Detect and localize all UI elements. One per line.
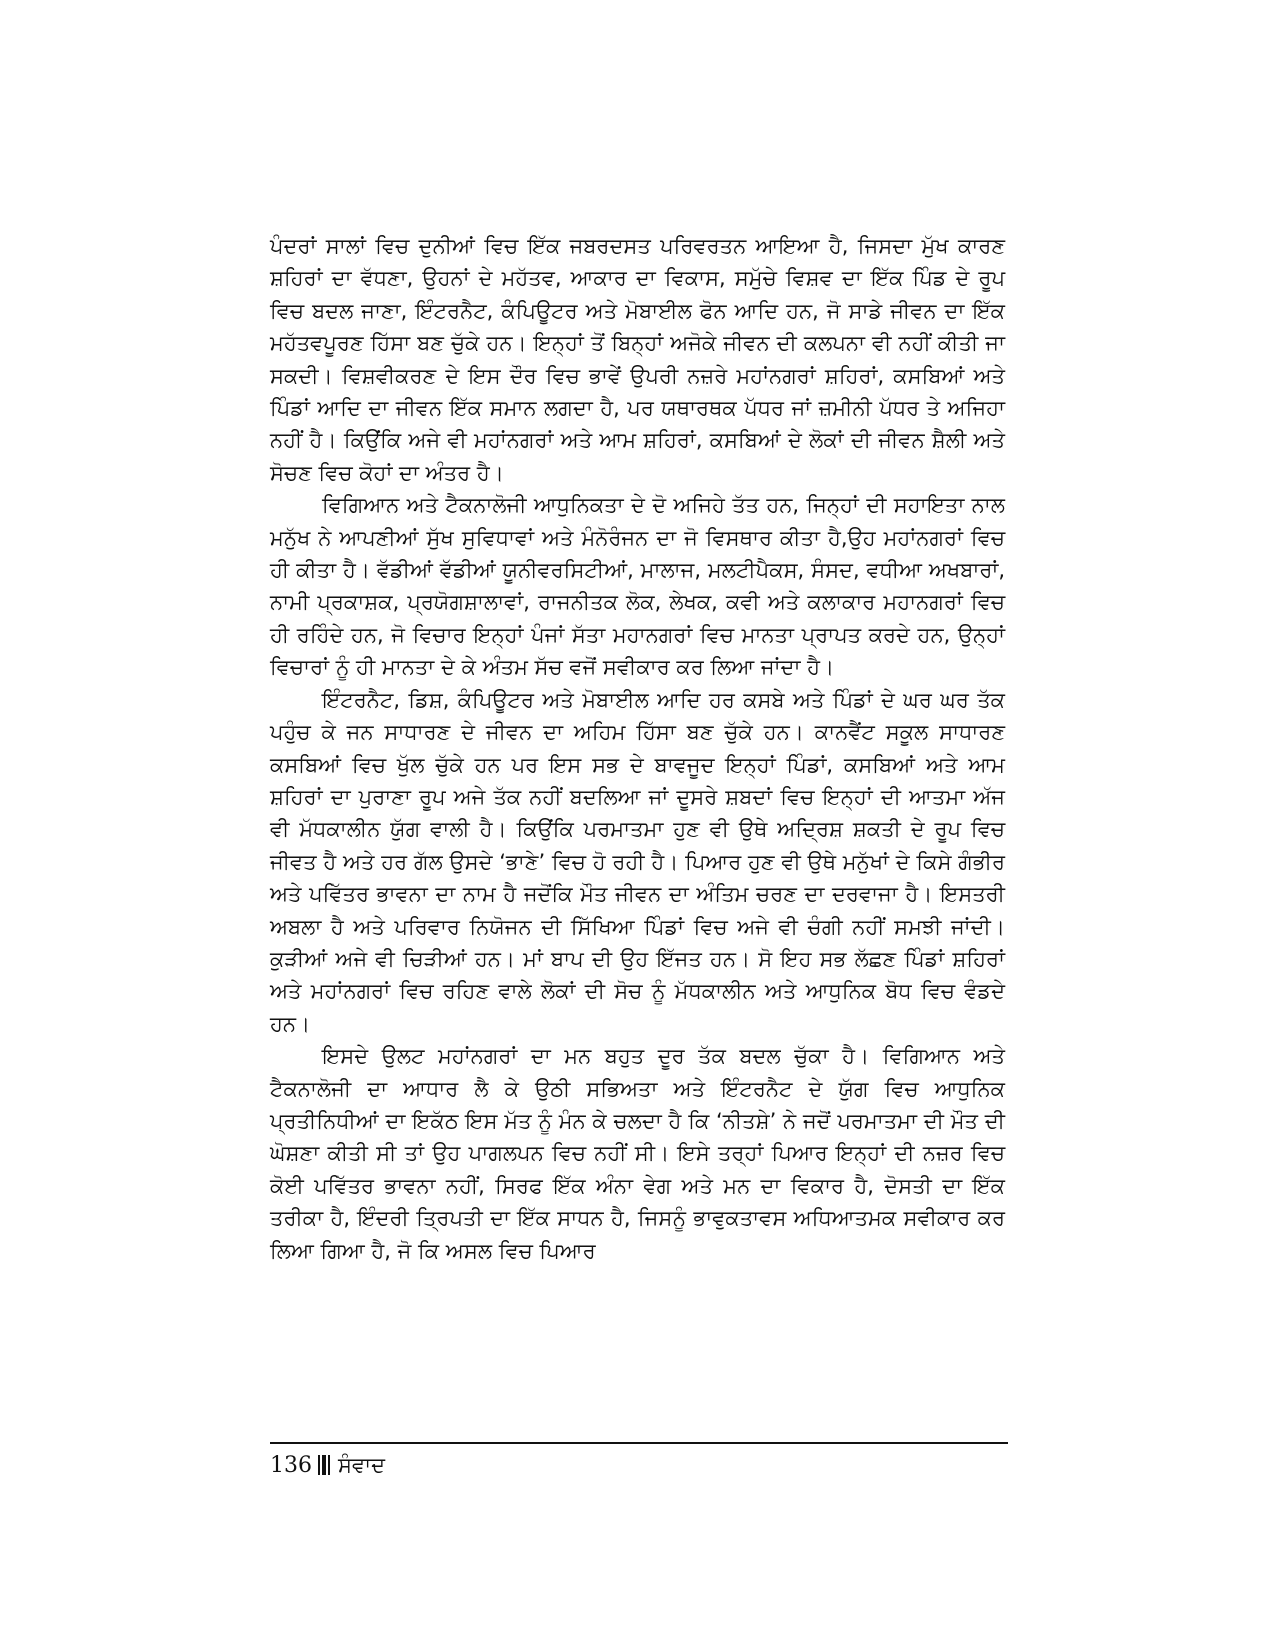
paragraph-1: ਪੰਦਰਾਂ ਸਾਲਾਂ ਵਿਚ ਦੁਨੀਆਂ ਵਿਚ ਇੱਕ ਜਬਰਦਸਤ ਪਰਿਵਰਤਨ ਆਇਆ ਹੈ, ਜਿਸਦਾ ਮੁੱਖ ਕਾਰਣ ਸ਼ਹਿਰਾਂ ਦਾ ਵੱਧਣਾ, ਉਹਨਾਂ ਦੇ ਮਹੱਤਵ, ਆਕਾਰ ਦਾ ਵਿਕਾਸ, ਸਮੁੱਚੇ ਵਿਸ਼ਵ ਦਾ ਇੱਕ ਪਿੰਡ ਦੇ ਰੂਪ ਵਿਚ ਬਦਲ ਜਾਣਾ, ਇੰਟਰਨੈਟ, ਕੰਪਿਊਟਰ ਅਤੇ ਮੋਬਾਈਲ ਫੋਨ ਆਦਿ ਹਨ, ਜੋ ਸਾਡੇ ਜੀਵਨ ਦਾ ਇੱਕ ਮਹੱਤਵਪੂਰਣ ਹਿੱਸਾ ਬਣ ਚੁੱਕੇ ਹਨ। ਇਨ੍ਹਾਂ ਤੋਂ ਬਿਨ੍ਹਾਂ ਅਜੋਕੇ ਜੀਵਨ ਦੀ ਕਲਪਨਾ ਵੀ ਨਹੀਂ ਕੀਤੀ ਜਾ ਸਕਦੀ। ਵਿਸ਼ਵੀਕਰਣ ਦੇ ਇਸ ਦੌਰ ਵਿਚ ਭਾਵੇਂ ਉਪਰੀ ਨਜ਼ਰੇ ਮਹਾਂਨਗਰਾਂ ਸ਼ਹਿਰਾਂ, ਕਸਬਿਆਂ ਅਤੇ ਪਿੰਡਾਂ ਆਦਿ ਦਾ ਜੀਵਨ ਇੱਕ ਸਮਾਨ ਲਗਦਾ ਹੈ, ਪਰ ਯਥਾਰਥਕ ਪੱਧਰ ਜਾਂ ਜ਼ਮੀਨੀ ਪੱਧਰ ਤੇ ਅਜਿਹਾ ਨਹੀਂ ਹੈ। ਕਿਉਂਕਿ ਅਜੇ ਵੀ ਮਹਾਂਨਗਰਾਂ ਅਤੇ ਆਮ ਸ਼ਹਿਰਾਂ, ਕਸਬਿਆਂ ਦੇ ਲੋਕਾਂ ਦੀ ਜੀਵਨ ਸ਼ੈਲੀ ਅਤੇ ਸੋਚਣ ਵਿਚ ਕੋਹਾਂ ਦਾ ਅੰਤਰ ਹੈ। [270, 234, 1005, 485]
footer-rule [270, 1442, 1008, 1444]
paragraph-3: ਇੰਟਰਨੈਟ, ਡਿਸ਼, ਕੰਪਿਊਟਰ ਅਤੇ ਮੋਬਾਈਲ ਆਦਿ ਹਰ ਕਸਬੇ ਅਤੇ ਪਿੰਡਾਂ ਦੇ ਘਰ ਘਰ ਤੱਕ ਪਹੁੰਚ ਕੇ ਜਨ ਸਾਧਾਰਣ ਦੇ ਜੀਵਨ ਦਾ ਅਹਿਮ ਹਿੱਸਾ ਬਣ ਚੁੱਕੇ ਹਨ। ਕਾਨਵੈਂਟ ਸਕੂਲ ਸਾਧਾਰਣ ਕਸਬਿਆਂ ਵਿਚ ਖੁੱਲ ਚੁੱਕੇ ਹਨ ਪਰ ਇਸ ਸਭ ਦੇ ਬਾਵਜੂਦ ਇਨ੍ਹਾਂ ਪਿੰਡਾਂ, ਕਸਬਿਆਂ ਅਤੇ ਆਮ ਸ਼ਹਿਰਾਂ ਦਾ ਪੁਰਾਣਾ ਰੂਪ ਅਜੇ ਤੱਕ ਨਹੀਂ ਬਦਲਿਆ ਜਾਂ ਦੂਸਰੇ ਸ਼ਬਦਾਂ ਵਿਚ ਇਨ੍ਹਾਂ ਦੀ ਆਤਮਾ ਅੱਜ ਵੀ ਮੱਧਕਾਲੀਨ ਯੁੱਗ ਵਾਲੀ ਹੈ। ਕਿਉਂਕਿ ਪਰਮਾਤਮਾ ਹੁਣ ਵੀ ਉਥੇ ਅਦ੍ਰਿਸ਼ ਸ਼ਕਤੀ ਦੇ ਰੂਪ ਵਿਚ ਜੀਵਤ ਹੈ ਅਤੇ ਹਰ ਗੱਲ ਉਸਦੇ ‘ਭਾਣੇ’ ਵਿਚ ਹੋ ਰਹੀ ਹੈ। ਪਿਆਰ ਹੁਣ ਵੀ ਉਥੇ ਮਨੁੱਖਾਂ ਦੇ ਕਿਸੇ ਗੰਭੀਰ ਅਤੇ ਪਵਿੱਤਰ ਭਾਵਨਾ ਦਾ ਨਾਮ ਹੈ ਜਦੋਂਕਿ ਮੌਤ ਜੀਵਨ ਦਾ ਅੰਤਿਮ ਚਰਣ ਦਾ ਦਰਵਾਜਾ ਹੈ। ਇਸਤਰੀ ਅਬਲਾ ਹੈ ਅਤੇ ਪਰਿਵਾਰ ਨਿਯੋਜਨ ਦੀ ਸਿੱਖਿਆ ਪਿੰਡਾਂ ਵਿਚ ਅਜੇ ਵੀ ਚੰਗੀ ਨਹੀਂ ਸਮਝੀ ਜਾਂਦੀ। ਕੁੜੀਆਂ ਅਜੇ ਵੀ ਚਿੜੀਆਂ ਹਨ। ਮਾਂ ਬਾਪ ਦੀ ਉਹ ਇੱਜਤ ਹਨ। ਸੋ ਇਹ ਸਭ ਲੱਛਣ ਪਿੰਡਾਂ ਸ਼ਹਿਰਾਂ ਅਤੇ ਮਹਾਂਨਗਰਾਂ ਵਿਚ ਰਹਿਣ ਵਾਲੇ ਲੋਕਾਂ ਦੀ ਸੋਚ ਨੂੰ ਮੱਧਕਾਲੀਨ ਅਤੇ ਆਧੁਨਿਕ ਬੋਧ ਵਿਚ ਵੰਡਦੇ ਹਨ। [270, 687, 1005, 1036]
page-number: 136 [270, 1452, 312, 1478]
body-text [270, 230, 1005, 1267]
separator-bars-icon [318, 1454, 330, 1476]
page-footer [270, 1450, 385, 1480]
paragraph-4: ਇਸਦੇ ਉਲਟ ਮਹਾਂਨਗਰਾਂ ਦਾ ਮਨ ਬਹੁਤ ਦੂਰ ਤੱਕ ਬਦਲ ਚੁੱਕਾ ਹੈ। ਵਿਗਿਆਨ ਅਤੇ ਟੈਕਨਾਲੋਜੀ ਦਾ ਆਧਾਰ ਲੈ ਕੇ ਉਠੀ ਸਭਿਅਤਾ ਅਤੇ ਇੰਟਰਨੈਟ ਦੇ ਯੁੱਗ ਵਿਚ ਆਧੁਨਿਕ ਪ੍ਰਤੀਨਿਧੀਆਂ ਦਾ ਇਕੱਠ ਇਸ ਮੱਤ ਨੂੰ ਮੰਨ ਕੇ ਚਲਦਾ ਹੈ ਕਿ ‘ਨੀਤਸ਼ੇ’ ਨੇ ਜਦੋਂ ਪਰਮਾਤਮਾ ਦੀ ਮੌਤ ਦੀ ਘੋਸ਼ਣਾ ਕੀਤੀ ਸੀ ਤਾਂ ਉਹ ਪਾਗਲਪਨ ਵਿਚ ਨਹੀਂ ਸੀ। ਇਸੇ ਤਰ੍ਹਾਂ ਪਿਆਰ ਇਨ੍ਹਾਂ ਦੀ ਨਜ਼ਰ ਵਿਚ ਕੋਈ ਪਵਿੱਤਰ ਭਾਵਨਾ ਨਹੀਂ, ਸਿਰਫ ਇੱਕ ਅੰਨਾ ਵੇਗ ਅਤੇ ਮਨ ਦਾ ਵਿਕਾਰ ਹੈ, ਦੋਸਤੀ ਦਾ ਇੱਕ ਤਰੀਕਾ ਹੈ, ਇੰਦਰੀ ਤ੍ਰਿਪਤੀ ਦਾ ਇੱਕ ਸਾਧਨ ਹੈ, ਜਿਸਨੂੰ ਭਾਵੁਕਤਾਵਸ ਅਧਿਆਤਮਕ ਸਵੀਕਾਰ ਕਰ ਲਿਆ ਗਿਆ ਹੈ, ਜੋ ਕਿ ਅਸਲ ਵਿਚ ਪਿਆਰ [270, 1044, 1005, 1263]
journal-name: ਸੰਵਾਦ [338, 1452, 386, 1477]
paragraph-2: ਵਿਗਿਆਨ ਅਤੇ ਟੈਕਨਾਲੋਜੀ ਆਧੁਨਿਕਤਾ ਦੇ ਦੋ ਅਜਿਹੇ ਤੱਤ ਹਨ, ਜਿਨ੍ਹਾਂ ਦੀ ਸਹਾਇਤਾ ਨਾਲ ਮਨੁੱਖ ਨੇ ਆਪਣੀਆਂ ਸੁੱਖ ਸੁਵਿਧਾਵਾਂ ਅਤੇ ਮੰਨੋਰੰਜਨ ਦਾ ਜੋ ਵਿਸਥਾਰ ਕੀਤਾ ਹੈ,ਉਹ ਮਹਾਂਨਗਰਾਂ ਵਿਚ ਹੀ ਕੀਤਾ ਹੈ। ਵੱਡੀਆਂ ਵੱਡੀਆਂ ਯੂਨੀਵਰਸਿਟੀਆਂ, ਮਾਲਾਜ, ਮਲਟੀਪੈਕਸ, ਸੰਸਦ, ਵਧੀਆ ਅਖਬਾਰਾਂ, ਨਾਮੀ ਪ੍ਰਕਾਸ਼ਕ, ਪ੍ਰਯੋਗਸ਼ਾਲਾਵਾਂ, ਰਾਜਨੀਤਕ ਲੋਕ, ਲੇਖਕ, ਕਵੀ ਅਤੇ ਕਲਾਕਾਰ ਮਹਾਨਗਰਾਂ ਵਿਚ ਹੀ ਰਹਿੰਦੇ ਹਨ, ਜੋ ਵਿਚਾਰ ਇਨ੍ਹਾਂ ਪੰਜਾਂ ਸੱਤਾ ਮਹਾਨਗਰਾਂ ਵਿਚ ਮਾਨਤਾ ਪ੍ਰਾਪਤ ਕਰਦੇ ਹਨ, ਉਨ੍ਹਾਂ ਵਿਚਾਰਾਂ ਨੂੰ ਹੀ ਮਾਨਤਾ ਦੇ ਕੇ ਅੰਤਮ ਸੱਚ ਵਜੋਂ ਸਵੀਕਾਰ ਕਰ ਲਿਆ ਜਾਂਦਾ ਹੈ। [270, 493, 1005, 680]
